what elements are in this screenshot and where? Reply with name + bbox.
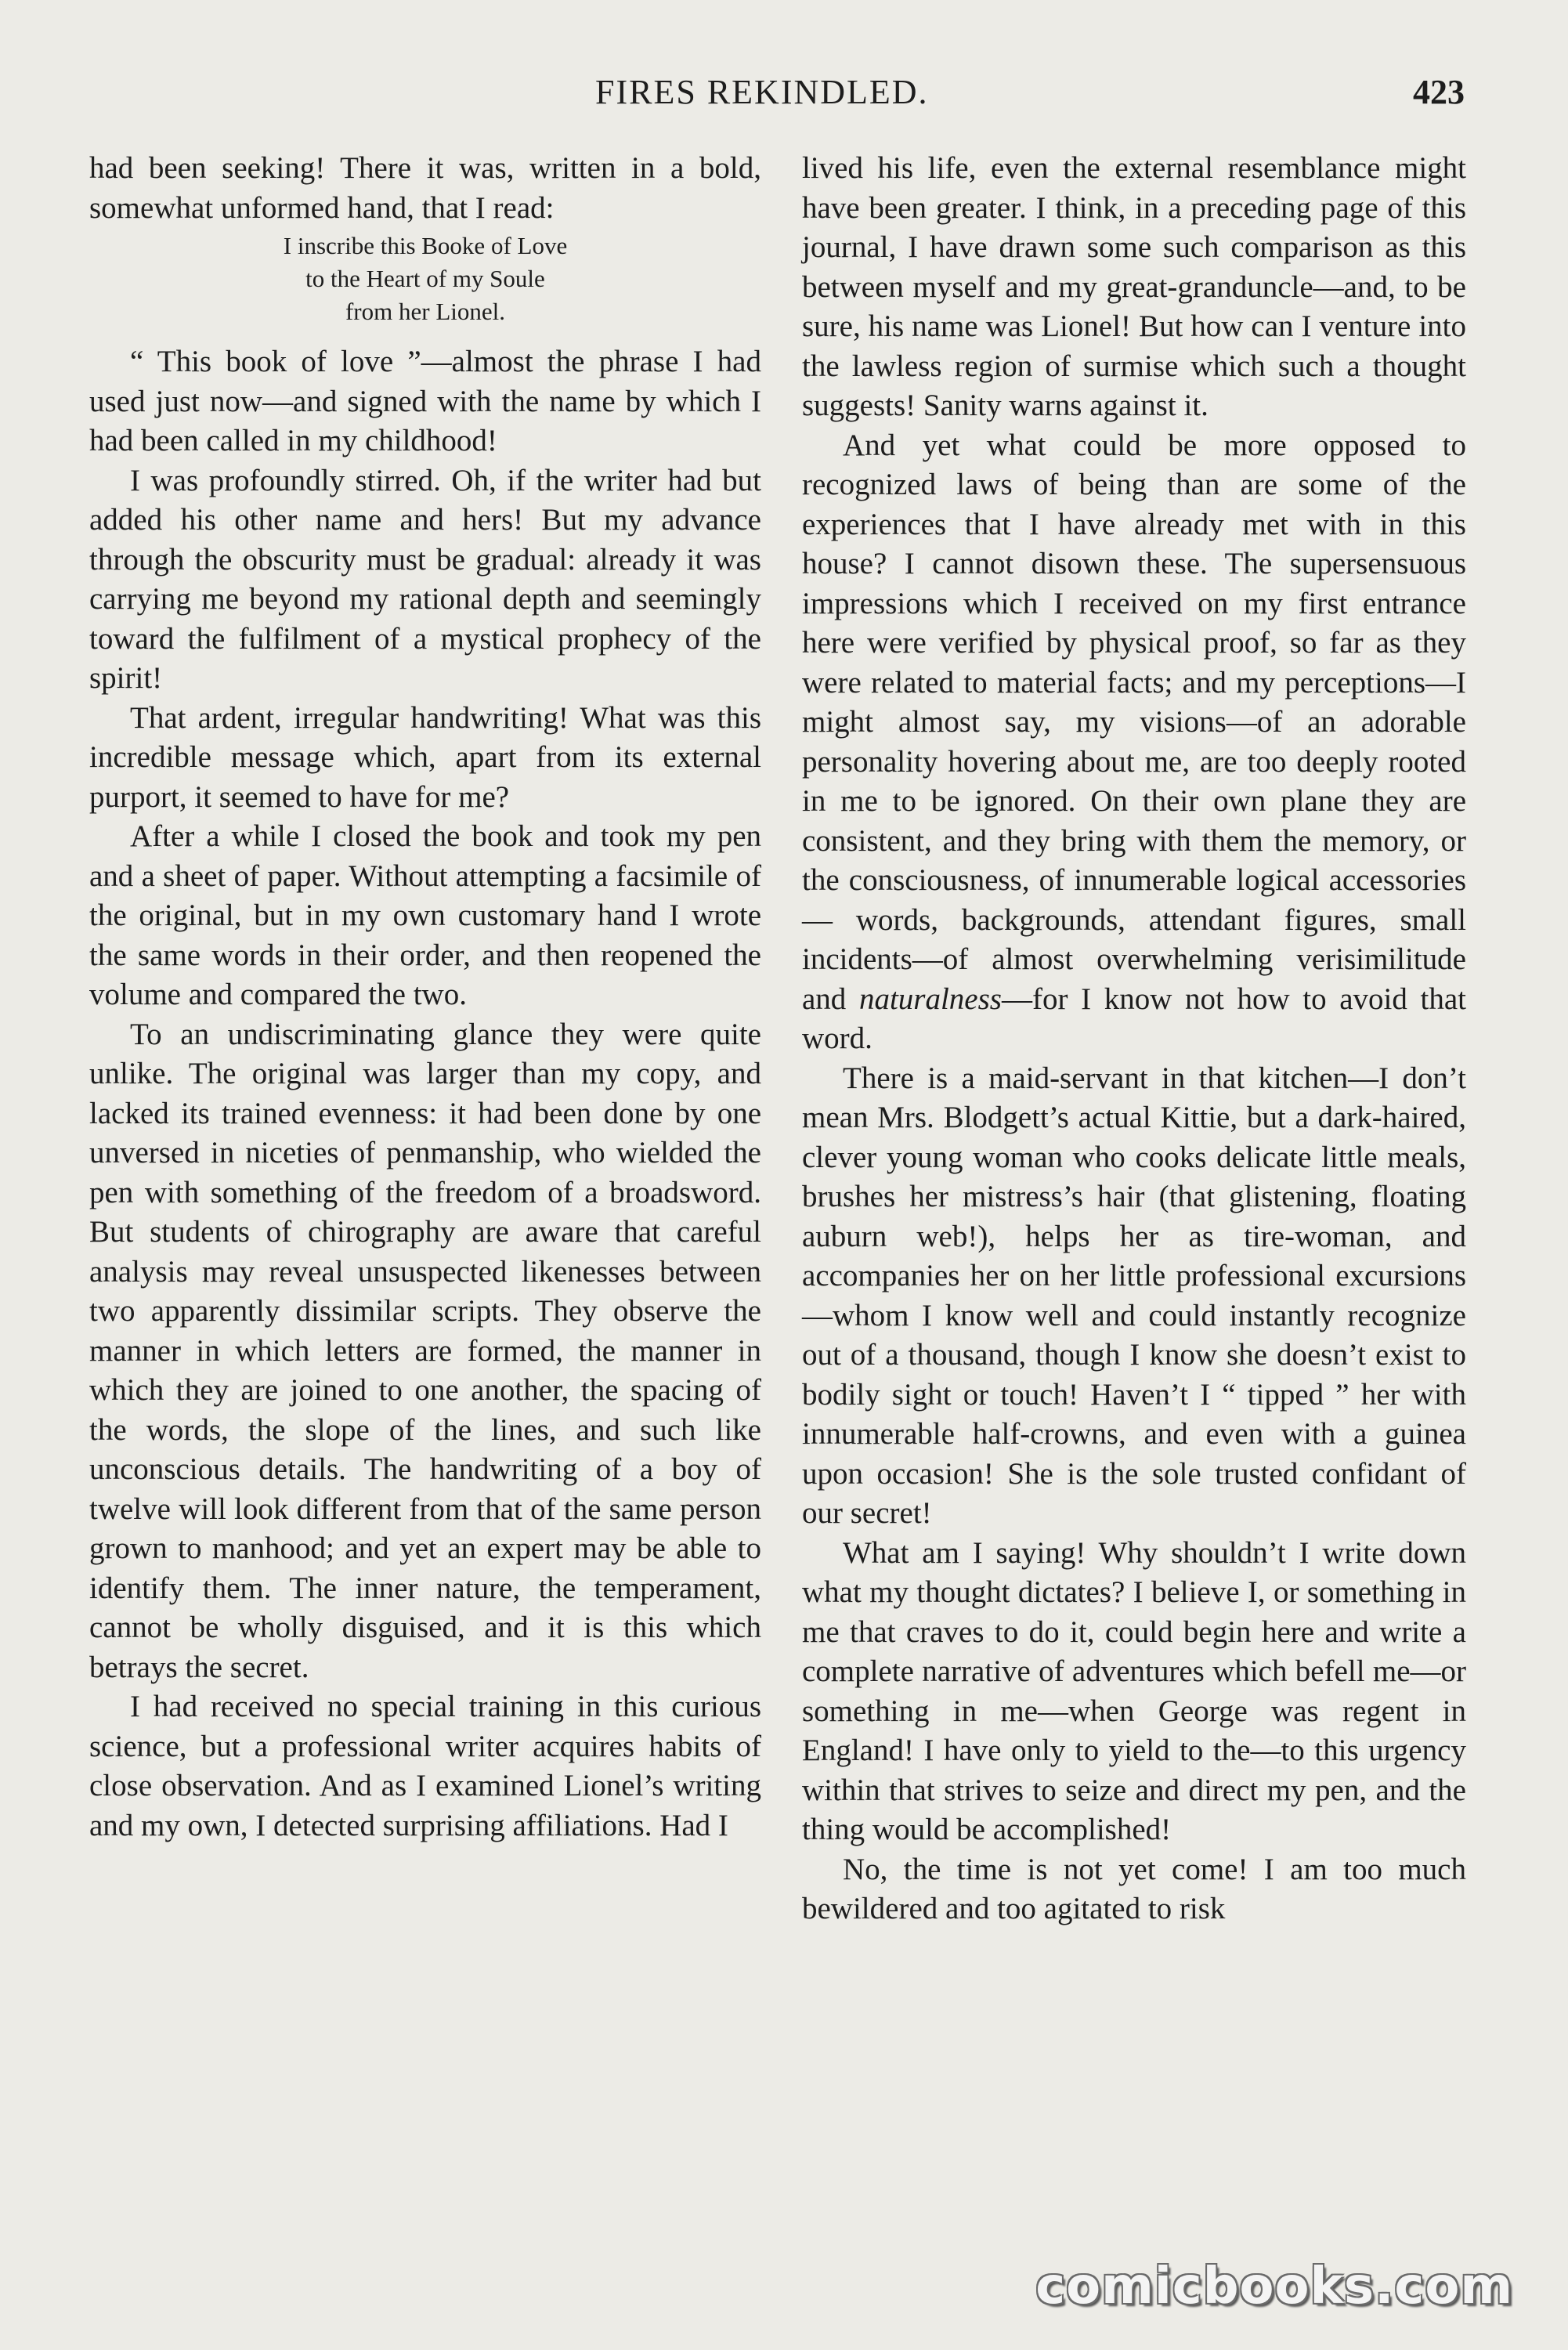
paragraph: I had received no special training in this curious science, but a professional writer acquires habits of close observation. And as I examined Lionel’s writing and my own, I detected surprising affiliations. Had I [89, 1690, 761, 1842]
paragraph-text: —for I know not how to avoid that word. [802, 982, 1467, 1055]
page-header [0, 69, 1568, 124]
paragraph: lived his life, even the external resemblance might have been greater. I think, in a preceding page of this journal, I have drawn some such comparison as this between myself and my great-granduncle—and, to be sure, his name was Lionel! But how can I venture into the lawless region of surmise which such a thought suggests! Sanity warns against it. [802, 151, 1466, 422]
paragraph [802, 426, 1466, 1059]
page-number: 423 [1413, 73, 1465, 111]
right-column [802, 149, 1466, 1929]
paragraph: After a while I closed the book and took my pen and a sheet of paper. Without attempting a facsimile of the original, but in my own customary hand I wrote the same words in their order, and then reopened the volume and compared the two. [89, 819, 761, 1011]
inscription-line: I inscribe this Booke of Love [283, 232, 568, 259]
paragraph: There is a maid-servant in that kitchen—I don’t mean Mrs. Blodgett’s actual Kittie, but a dark-haired, clever young woman who cooks delicate little meals, brushes her mistress’s hair (that glistening, floating auburn web!), helps her as tire-woman, and accompanies her on her little professional excursions—whom I know well and could instantly recognize out of a thousand, though I know she doesn’t exist to bodily sight or touch! Haven’t I “ tipped ” her with innumerable half-crowns, and even with a guinea upon occasion! She is the sole trusted confidant of our secret! [802, 1061, 1466, 1530]
paragraph: No, the time is not yet come! I am too much bewildered and too agitated to risk [802, 1852, 1466, 1925]
paragraph: “ This book of love ”—almost the phrase I had used just now—and signed with the name by which I had been called in my childhood! [89, 345, 761, 457]
italic-word: naturalness [858, 982, 1002, 1016]
running-head: FIRES REKINDLED. [595, 73, 929, 111]
inscription-line: to the Heart of my Soule [305, 265, 545, 292]
paragraph: To an undiscriminating glance they were quite unlike. The original was larger than my copy, and lacked its trained evenness: it had been done by one unversed in niceties of penmanship, who wielded the pen with something of the freedom of a broadsword. But students of chirography are aware that careful analysis may reveal unsuspected likenesses between two apparently dissimilar scripts. They observe the manner in which letters are formed, the manner in which they are joined to one another, the spacing of the words, the slope of the lines, and such like unconscious details. The handwriting of a boy of twelve will look different from that of the same person grown to manhood; and yet an expert may be able to identify them. The inner nature, the temperament, cannot be wholly disguised, and it is this which betrays the secret. [89, 1017, 761, 1684]
left-column [89, 149, 761, 1846]
watermark: comicbooks.com [1035, 2258, 1513, 2316]
paragraph: I was profoundly stirred. Oh, if the writer had but added his other name and hers! But my advance through the obscurity must be gradual: already it was carrying me beyond my rational depth and seemingly toward the fulfilment of a mystical prophecy of the spirit! [89, 463, 761, 695]
paragraph: That ardent, irregular handwriting! What was this incredible message which, apart from its external purport, it seemed to have for me? [89, 700, 761, 814]
paragraph: What am I saying! Why shouldn’t I write down what my thought dictates? I believe I, or something in me that craves to do it, could begin here and write a complete narrative of adventures which befell me—or something in me—when George was regent in England! I have only to yield to the—to this urgency within that strives to seize and direct my pen, and the thing would be accomplished! [802, 1535, 1466, 1846]
paragraph: had been seeking! There it was, written in a bold, somewhat unformed hand, that I read: [89, 151, 761, 225]
paragraph-text: And yet what could be more opposed to recognized laws of being than are some of the experiences that I have already met with in this house? I cannot disown these. The supersensuous impressions which I received on my first entrance here were verified by physical proof, so far as they were related to material facts; and my perceptions—I might almost say, my visions—of an adorable personality hovering about me, are too deeply rooted in me to be ignored. On their own plane they are consistent, and they bring with them the memory, or the consciousness, of innumerable logical accessories — words, backgrounds, attendant figures, small incidents—of almost overwhelming verisimilitude and [802, 428, 1466, 1016]
inscription-line: from her Lionel. [345, 298, 505, 325]
inscription [89, 230, 761, 328]
